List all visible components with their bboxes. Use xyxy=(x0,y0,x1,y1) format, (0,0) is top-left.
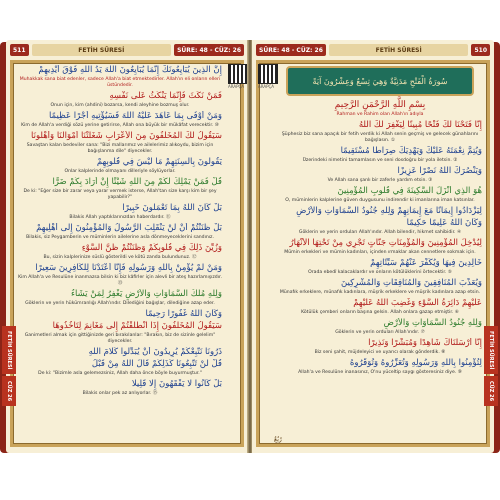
translation-line: Kim Allah'a ve Resulüne inanmazsa bilsin ki biz kâfirler için alevli bir ateş hazırlamışızdır. ⑬ xyxy=(18,275,222,286)
translation-line: Onlar kalplerinde olmayanı dilleriyle söylüyorlar. xyxy=(64,169,176,174)
right-juz-tab: CÜZ 26 xyxy=(484,376,498,406)
translation-line: Şüphesiz biz sana apaçık bir fetih verdik ki Allah senin geçmiş ve gelecek günahlarını bağışlasın. ① xyxy=(281,132,479,143)
qr-label: ARAPÇA xyxy=(228,84,245,89)
arabic-verse-line: هُوَ الَّذِي أَنْزَلَ السَّكِينَةَ فِي قُلُوبِ الْمُؤْمِنِينَ xyxy=(337,186,482,196)
arabic-verse-line: إِنَّا أَرْسَلْنَاكَ شَاهِدًا وَمُبَشِّرًا وَنَذِيرًا xyxy=(368,338,482,348)
translation-line: Münafık erkeklere, münafık kadınlara, müşrik erkeklere ve müşrik kadınlara azap etsin. xyxy=(279,290,481,295)
translation-line: De ki: "Bizimle asla gelemezsiniz, Allah daha önce böyle buyurmuştur." xyxy=(38,371,202,376)
right-text-column xyxy=(278,64,482,443)
arabic-verse-line: وَلِلَّهِ جُنُودُ السَّمَاوَاتِ وَالْأَرْضِ xyxy=(383,318,482,328)
arabic-verse-line: وَمَنْ لَمْ يُؤْمِنْ بِاللَّهِ وَرَسُولِهِ فَإِنَّا أَعْتَدْنَا لِلْكَافِرِينَ سَعِيرًا xyxy=(35,263,222,273)
arabic-verse-line: عَلَيْهِمْ دَائِرَةُ السَّوْءِ وَغَضِبَ اللَّهُ عَلَيْهِمْ xyxy=(353,298,482,308)
translation-line: Onun için, kim (ahdini) bozarsa, kendi aleyhine bozmuş olur. xyxy=(50,103,190,108)
translation-line: Kötülük çemberi onların başına gelsin. Allah onlara gazap etmiştir. ⑥ xyxy=(301,310,459,315)
translation-line: Savaştan kalan bedeviler sana: "Bizi mallarımız ve ailelerimiz alıkoydu, bizim için bağışlanma dile" diyecekler. xyxy=(26,143,214,154)
translation-line: De ki: "Eğer size bir zarar veya yarar vermek isterse, Allah'tan size karşı kim bir şey yapabilir?" xyxy=(23,189,217,200)
translation-line: Bilakis onlar pek az anlıyorlar. ⑮ xyxy=(82,391,158,396)
translation-line: Ganimetleri almak için gittiğinizde geri bırakılanlar: "Bırakın, biz de sizinle gelelim" diyecekler. xyxy=(24,333,216,344)
arabic-verse-line: بَلْ كَانُوا لَا يَفْقَهُونَ إِلَّا قَلِيلًا xyxy=(131,379,222,389)
left-juz-label: SÛRE: 48 - CÜZ: 26 xyxy=(174,44,244,56)
right-juz-label: SÛRE: 48 - CÜZ: 26 xyxy=(256,44,326,56)
translation-line: Rahman ve Rahim olan Allah'ın adıyla xyxy=(336,112,424,117)
translation-line: Bu, sizin kalplerinize süslü gösterildi ve kötü zanda bulundunuz. ⑫ xyxy=(43,255,197,260)
translation-line: Göklerin ve yerin hükümranlığı Allah'ındır. Dilediğini bağışlar, dilediğine azap eder. xyxy=(25,301,215,306)
right-page xyxy=(252,40,494,453)
translation-line: Bilakis Allah yaptıklarınızdan haberdardır. ⑪ xyxy=(69,215,171,220)
arabic-verse-line: قُلْ لَنْ تَتَّبِعُونَا كَذَلِكُمْ قَالَ اللَّهُ مِنْ قَبْلُ xyxy=(91,359,222,369)
qr-code-icon[interactable] xyxy=(228,64,248,84)
arabic-verse-line: بَلْ كَانَ اللَّهُ بِمَا تَعْمَلُونَ خَبِيرًا xyxy=(122,203,222,213)
arabic-verse-line: سَيَقُولُ الْمُخَلَّفُونَ إِذَا انْطَلَقْتُمْ إِلَى مَغَانِمَ لِتَأْخُذُوهَا xyxy=(52,321,222,331)
arabic-verse-line: وَكَانَ اللَّهُ غَفُورًا رَحِيمًا xyxy=(145,309,222,319)
qr-label: ARAPÇA xyxy=(258,84,275,89)
sura-title-banner: سُورَةُ الْفَتْحِ مَدَنِيَّةٌ وَهِيَ تِسْعٌ وَعِشْرُونَ آيَةً xyxy=(286,66,474,96)
arabic-verse-line: إِنَّ الَّذِينَ يُبَايِعُونَكَ إِنَّمَا يُبَايِعُونَ اللَّهَ يَدُ اللَّهِ فَوْقَ أَيْدِيهِمْ xyxy=(38,65,222,75)
translation-line: Allah'a ve Resulüne inanasınız, O'nu yüceltip saygı gösteresiniz diye. ⑨ xyxy=(298,370,462,375)
arabic-verse-line: وَلِلَّهِ مُلْكُ السَّمَاوَاتِ وَالْأَرْضِ يَغْفِرُ لِمَنْ يَشَاءُ xyxy=(71,289,222,299)
right-page-number: 510 xyxy=(471,44,490,56)
arabic-verse-line: وَيَنْصُرَكَ اللَّهُ نَصْرًا عَزِيزًا xyxy=(397,166,482,176)
arabic-verse-line: فَمَنْ نَكَثَ فَإِنَّمَا يَنْكُثُ عَلَى نَفْسِهِ xyxy=(109,91,222,101)
left-sura-title: FETİH SÛRESİ xyxy=(32,44,172,56)
rub-marker: رُبُعٌ xyxy=(274,436,282,443)
arabic-verse-line: ذَرُونَا نَتَّبِعْكُمْ يُرِيدُونَ أَنْ يُبَدِّلُوا كَلَامَ اللَّهِ xyxy=(88,347,222,357)
arabic-verse-line: خَالِدِينَ فِيهَا وَيُكَفِّرَ عَنْهُمْ سَيِّئَاتِهِمْ xyxy=(370,258,482,268)
left-page xyxy=(6,40,248,453)
arabic-verse-line: إِنَّا فَتَحْنَا لَكَ فَتْحًا مُبِينًا لِيَغْفِرَ لَكَ اللَّهُ xyxy=(358,120,482,130)
translation-line: Kim de Allah'a verdiği sözü yerine getirirse, Allah ona büyük bir mükâfat verecektir. ⑩ xyxy=(21,123,219,128)
translation-line: Göklerin ve yerin orduları Allah'ındır. ⑦ xyxy=(335,330,425,335)
arabic-verse-line: لِتُؤْمِنُوا بِاللَّهِ وَرَسُولِهِ وَتُعَزِّرُوهُ وَتُوَقِّرُوهُ xyxy=(349,358,482,368)
arabic-verse-line: وَيُتِمَّ نِعْمَتَهُ عَلَيْكَ وَيَهْدِيَكَ صِرَاطًا مُسْتَقِيمًا xyxy=(340,146,482,156)
open-book xyxy=(0,40,500,455)
translation-line: Ve Allah sana şanlı bir zaferle yardım etsin. ③ xyxy=(327,178,433,183)
translation-line: O, müminlerin kalplerine güven duygusunu indirendir ki imanlarına iman katsınlar. xyxy=(285,198,475,203)
arabic-verse-line: بَلْ ظَنَنْتُمْ أَنْ لَنْ يَنْقَلِبَ الرَّسُولُ وَالْمُؤْمِنُونَ إِلَى أَهْلِيهِمْ xyxy=(36,223,222,233)
right-sura-tab: FETİH SÛRESİ xyxy=(484,326,498,374)
translation-line: Göklerin ve yerin orduları Allah'ındır. Allah bilendir, hikmet sahibidir. ④ xyxy=(298,230,462,235)
translation-line: Bilakis, siz Peygamberin ve müminlerin ailelerine asla dönmeyeceklerini sandınız. xyxy=(26,235,214,240)
left-page-number: 511 xyxy=(10,44,29,56)
translation-line: Üzerindeki nimetini tamamlasın ve seni dosdoğru bir yola iletsin. ② xyxy=(302,158,458,163)
arabic-verse-line: وَيُعَذِّبَ الْمُنَافِقِينَ وَالْمُنَافِقَاتِ وَالْمُشْرِكِينَ xyxy=(341,278,482,288)
qr-code-icon[interactable] xyxy=(258,64,278,84)
arabic-verse-line: وَمَنْ أَوْفَى بِمَا عَاهَدَ عَلَيْهُ اللَّهَ فَسَيُؤْتِيهِ أَجْرًا عَظِيمًا xyxy=(48,111,222,121)
left-header xyxy=(10,42,244,58)
left-text-column xyxy=(18,64,222,443)
arabic-verse-line: لِيَزْدَادُوا إِيمَانًا مَعَ إِيمَانِهِمْ وَلِلَّهِ جُنُودُ السَّمَاوَاتِ وَالْأَرْضِ xyxy=(296,206,482,216)
basmala: بِسْمِ اللَّهِ الرَّحْمَنِ الرَّحِيمِ xyxy=(334,100,426,110)
translation-line: Orada ebedî kalacaklardır ve onların kötülüklerini örtecektir. ⑤ xyxy=(308,270,452,275)
left-juz-tab: CÜZ 26 xyxy=(2,376,16,406)
arabic-verse-line: وَكَانَ اللَّهُ عَلِيمًا حَكِيمًا xyxy=(406,218,482,228)
translation-line: Mümin erkekleri ve mümin kadınları, içinden ırmaklar akan cennetlere sokmak için. xyxy=(284,250,476,255)
arabic-verse-line: سَيَقُولُ لَكَ الْمُخَلَّفُونَ مِنَ الْأَعْرَابِ شَغَلَتْنَا أَمْوَالُنَا وَأَهْلُونَا xyxy=(31,131,222,141)
arabic-verse-line: يَقُولُونَ بِأَلْسِنَتِهِمْ مَا لَيْسَ فِي قُلُوبِهِمْ xyxy=(96,157,222,167)
arabic-verse-line: قُلْ فَمَنْ يَمْلِكُ لَكُمْ مِنَ اللَّهِ شَيْئًا إِنْ أَرَادَ بِكُمْ ضَرًّا xyxy=(52,177,222,187)
right-sura-title: FETİH SÛRESİ xyxy=(329,44,469,56)
right-header xyxy=(256,42,490,58)
translation-line: Biz seni şahit, müjdeleyici ve uyarıcı olarak gönderdik. ⑧ xyxy=(314,350,446,355)
arabic-verse-line: وَزُيِّنَ ذَلِكَ فِي قُلُوبِكُمْ وَظَنَنْتُمْ ظَنَّ السَّوْءِ xyxy=(81,243,222,253)
arabic-verse-line: لِيُدْخِلَ الْمُؤْمِنِينَ وَالْمُؤْمِنَاتِ جَنَّاتٍ تَجْرِي مِنْ تَحْتِهَا الْأَنْهَارُ xyxy=(289,238,482,248)
left-sura-tab: FETİH SÛRESİ xyxy=(2,326,16,374)
translation-line: Muhakkak sana biat edenler, sadece Allah'a biat etmektedirler. Allah'ın eli onların elleri üstündedir. xyxy=(19,77,221,88)
